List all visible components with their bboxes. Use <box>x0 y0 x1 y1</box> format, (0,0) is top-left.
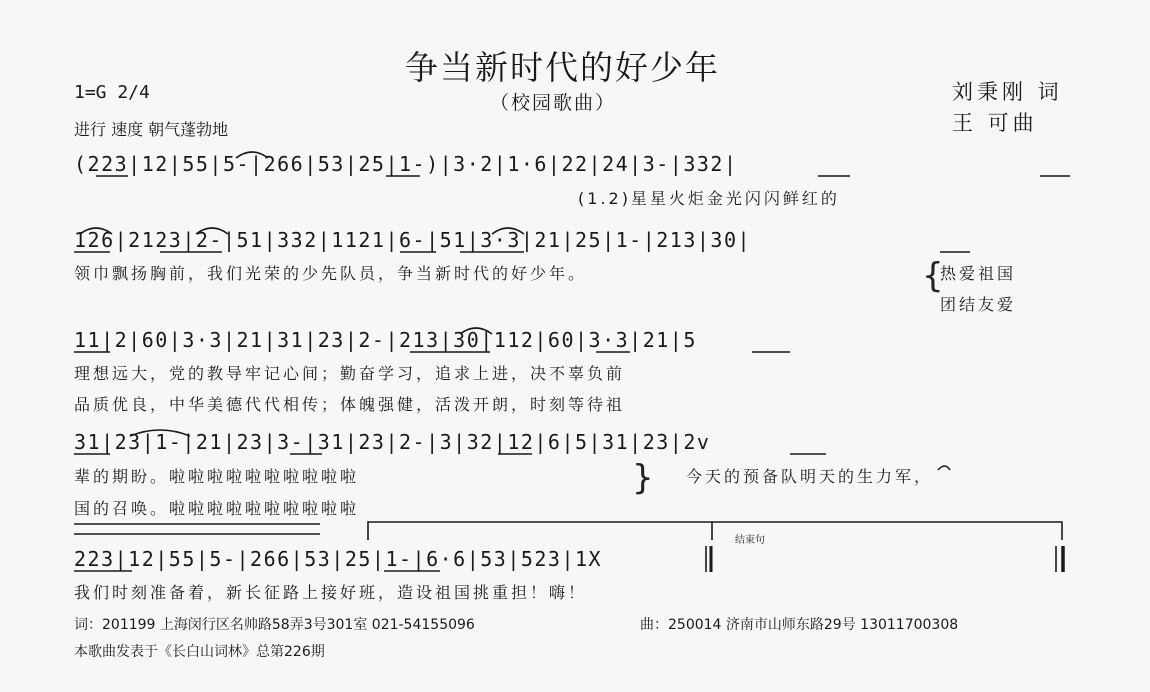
lyricist-credit: 刘秉刚 词 <box>952 80 1063 104</box>
lyricist-address: 词：201199 上海闵行区名帅路58弄3号301室 021-54155096 <box>74 617 475 633</box>
lyrics-row-5: 我们时刻准备着，新长征路上接好班，造设祖国挑重担！嗨！ <box>74 583 588 602</box>
lyrics-row-2: 领巾飘扬胸前，我们光荣的少先队员，争当新时代的好少年。 <box>74 264 588 283</box>
tie-arc <box>236 152 268 158</box>
notation-row-5: 223|12|55|5-|266|53|25|1-|6·6|53|523|1X <box>74 547 603 571</box>
bracket-line <box>368 522 1062 540</box>
key-signature: 1=G 2/4 <box>74 82 150 103</box>
lyrics-row-1: (1.2)星星火炬金光闪闪鲜红的 <box>578 189 840 208</box>
tie-arc <box>938 466 950 470</box>
tie-arc <box>492 228 524 234</box>
tie-arc <box>130 430 190 436</box>
composer-credit: 王 可曲 <box>952 111 1038 135</box>
lyrics-row-4-verse2: 国的召唤。啦啦啦啦啦啦啦啦啦啦 <box>74 499 360 518</box>
song-subtitle: （校园歌曲） <box>490 92 617 114</box>
brace-row-2: { <box>922 256 944 296</box>
ending-label: 结束句 <box>735 535 765 546</box>
song-title: 争当新时代的好少年 <box>405 48 720 87</box>
notation-row-1: (223|12|55|5-|266|53|25|1-)|3·2|1·6|22|24|3-|332| <box>74 152 738 176</box>
lyrics-row-4-verse1: 辈的期盼。啦啦啦啦啦啦啦啦啦啦 <box>74 467 360 486</box>
tempo-marking: 进行 速度 朝气蓬勃地 <box>74 120 229 139</box>
tie-arc <box>460 328 492 334</box>
notation-row-2: 126|2123|2-|51|332|1121|6-|51|3·3|21|25|1-|213|30| <box>74 228 752 252</box>
composer-address: 曲：250014 济南市山师东路29号 13011700308 <box>640 617 959 633</box>
publication-note: 本歌曲发表于《长白山词林》总第226期 <box>74 644 325 660</box>
notation-row-3: 11|2|60|3·3|21|31|23|2-|213|30|112|60|3·3|21|5 <box>74 328 697 352</box>
lyrics-row-4-chorus: 今天的预备队明天的生力军， <box>686 467 934 486</box>
lyrics-row-3-verse1: 理想远大，党的教导牢记心间；勤奋学习，追求上进，决不辜负前 <box>74 364 626 383</box>
brace-row-4: } <box>632 458 654 498</box>
lyrics-row-2-verse1: 热爱祖国 <box>940 264 1017 283</box>
tie-arc <box>80 228 112 234</box>
lyrics-row-3-verse2: 品质优良，中华美德代代相传；体魄强健，活泼开朗，时刻等待祖 <box>74 395 626 414</box>
tie-arc <box>196 228 228 234</box>
lyrics-row-2-verse2: 团结友爱 <box>940 295 1017 314</box>
notation-row-4: 31|23|1-|21|23|3-|31|23|2-|3|32|12|6|5|31|23|2v <box>74 430 711 454</box>
